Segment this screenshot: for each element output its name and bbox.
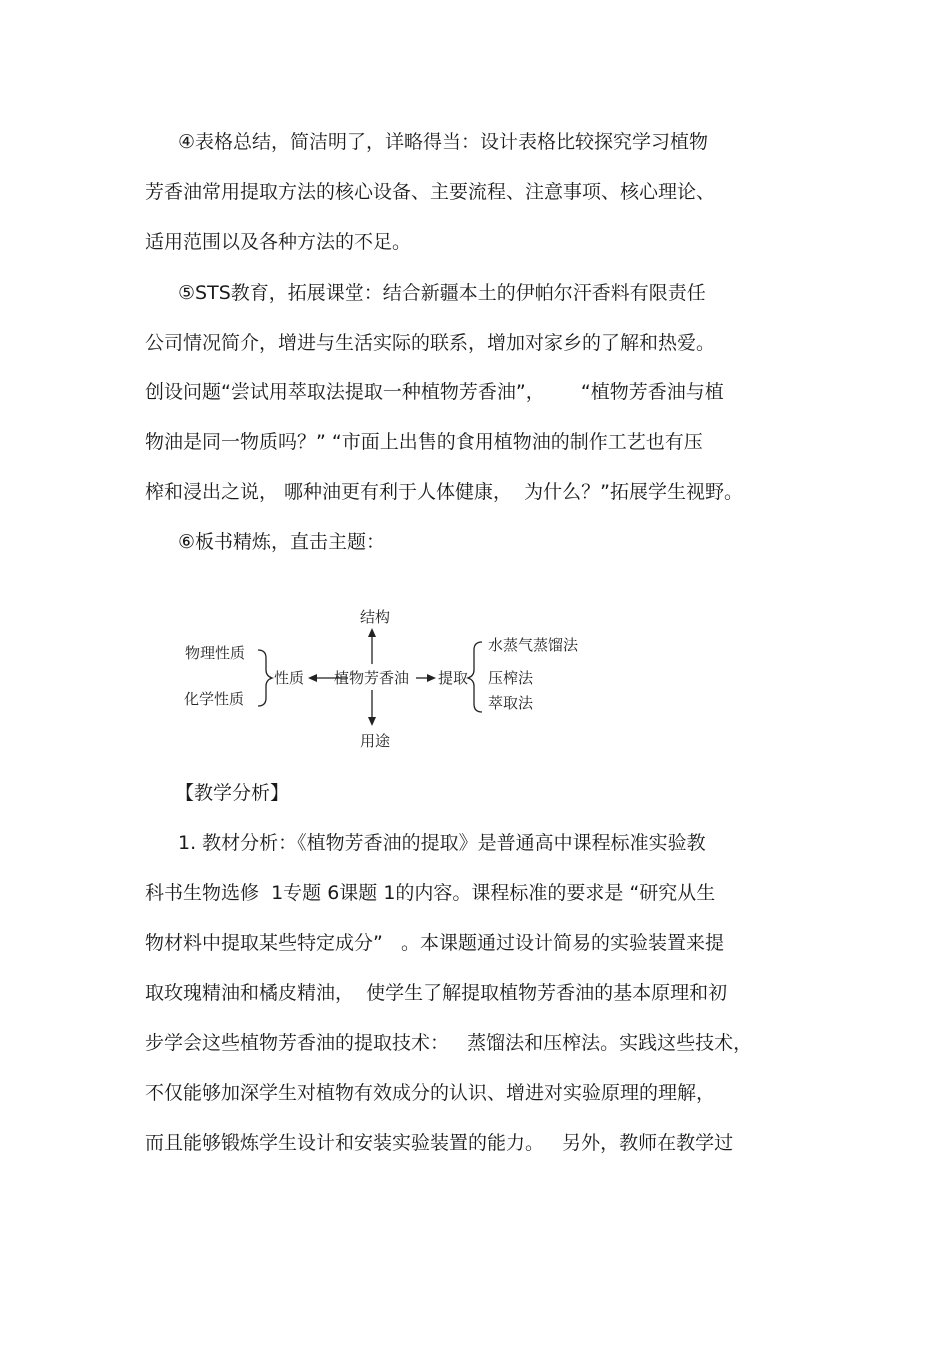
diagram-left-label: 性质: [274, 669, 305, 687]
section-heading: 【教学分析】: [175, 782, 290, 804]
paragraph-7-line-7: 而且能够锻炼学生设计和安装实验装置的能力。 另外，教师在教学过: [145, 1132, 734, 1154]
diagram-right-item-2: 压榨法: [488, 669, 534, 687]
diagram-center-label: 植物芳香油: [334, 669, 410, 687]
paragraph-5-line-3: 创设问题“尝试用萃取法提取一种植物芳香油”， “植物芳香油与植: [145, 381, 724, 403]
diagram-right-item-1: 水蒸气蒸馏法: [488, 636, 579, 654]
paragraph-4-line-2: 芳香油常用提取方法的核心设备、主要流程、注意事项、核心理论、: [145, 181, 716, 203]
diagram-top-label: 结构: [360, 608, 391, 626]
diagram-right-label: 提取: [438, 669, 469, 687]
paragraph-5-line-2: 公司情况简介，增进与生活实际的联系，增加对家乡的了解和热爱。: [145, 332, 716, 354]
paragraph-6-line-1: ⑥板书精炼，直击主题：: [178, 531, 386, 553]
paragraph-7-line-4: 取玫瑰精油和橘皮精油， 使学生了解提取植物芳香油的基本原理和初: [145, 982, 728, 1004]
concept-diagram: [170, 598, 630, 763]
paragraph-7-line-2: 科书生物选修 1专题 6课题 1的内容。课程标准的要求是 “研究从生: [145, 882, 716, 904]
paragraph-7-line-3: 物材料中提取某些特定成分” 。本课题通过设计简易的实验装置来提: [145, 932, 724, 954]
paragraph-7-line-6: 不仅能够加深学生对植物有效成分的认识、增进对实验原理的理解，: [145, 1082, 716, 1104]
diagram-left-item-1: 物理性质: [185, 644, 246, 662]
diagram-left-item-2: 化学性质: [184, 690, 245, 708]
paragraph-5-line-4: 物油是同一物质吗？” “市面上出售的食用植物油的制作工艺也有压: [145, 431, 703, 453]
paragraph-5-line-5: 榨和浸出之说， 哪种油更有利于人体健康， 为什么？”拓展学生视野。: [145, 481, 743, 503]
paragraph-5-line-1: ⑤STS教育，拓展课堂：结合新疆本土的伊帕尔汗香料有限责任: [178, 282, 706, 304]
diagram-right-item-3: 萃取法: [488, 694, 534, 712]
paragraph-7-line-1: 1. 教材分析：《植物芳香油的提取》是普通高中课程标准实验教: [178, 832, 706, 854]
diagram-bottom-label: 用途: [360, 732, 391, 750]
paragraph-4-line-1: ④表格总结，简洁明了，详略得当：设计表格比较探究学习植物: [178, 131, 709, 153]
paragraph-7-line-5: 步学会这些植物芳香油的提取技术： 蒸馏法和压榨法。实践这些技术，: [145, 1032, 753, 1054]
paragraph-4-line-3: 适用范围以及各种方法的不足。: [145, 231, 412, 253]
